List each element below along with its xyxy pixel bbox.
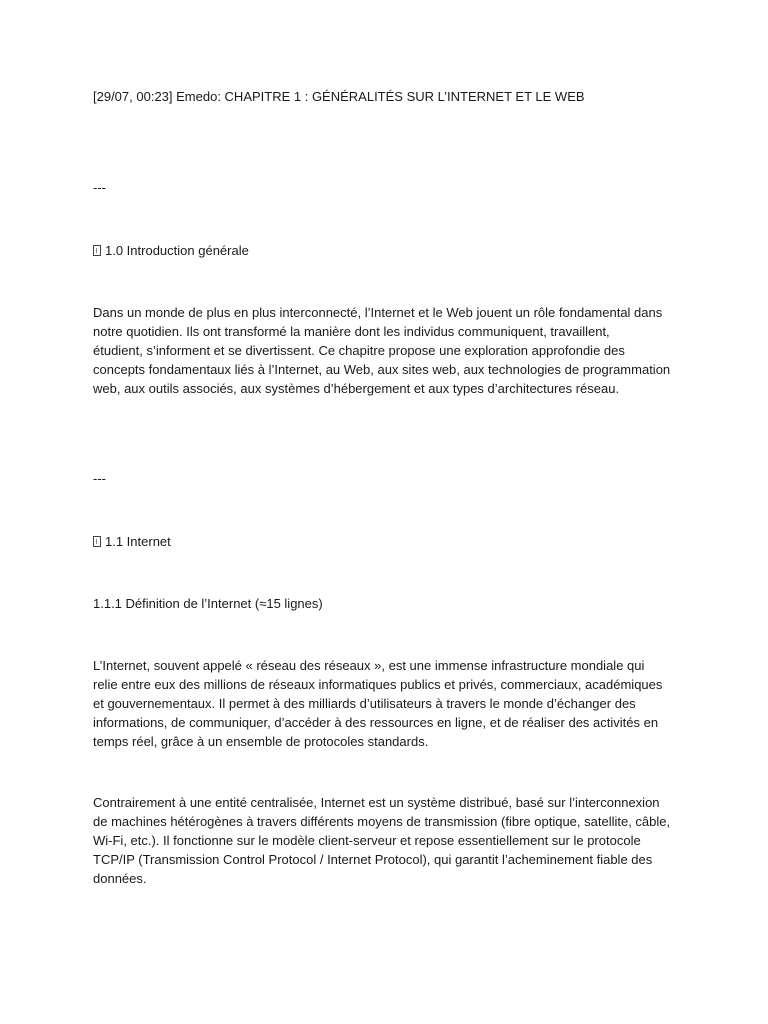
- distributed-paragraph: [93, 793, 693, 888]
- separator-1: ---: [93, 180, 106, 195]
- definition-line-1: L’Internet, souvent appelé « réseau des réseaux », est une immense infrastructure mondiale qui: [93, 658, 645, 673]
- subsection-heading-definition: 1.1.1 Définition de l’Internet (≈15 lignes): [93, 596, 323, 611]
- intro-line-4: concepts fondamentaux liés à l’Internet, au Web, aux sites web, aux technologies de programmation: [93, 362, 671, 377]
- intro-line-2: notre quotidien. Ils ont transformé la manière dont les individus communiquent, travaillent,: [93, 324, 610, 339]
- intro-line-3: étudient, s’informent et se divertissent. Ce chapitre propose une exploration approfondie des: [93, 343, 625, 358]
- definition-line-5: temps réel, grâce à un ensemble de protocoles standards.: [93, 734, 429, 749]
- section-heading-internet: [93, 532, 171, 551]
- intro-line-5: web, aux outils associés, aux systèmes d’hébergement et aux types d’architectures réseau.: [93, 381, 620, 396]
- distributed-line-2: de machines hétérogènes à travers différents moyens de transmission (fibre optique, satellite, câble,: [93, 814, 671, 829]
- separator-2: ---: [93, 471, 106, 486]
- definition-paragraph: [93, 656, 693, 751]
- definition-line-2: relie entre eux des millions de réseaux informatiques publics et privés, commerciaux, académiques: [93, 677, 663, 692]
- distributed-line-4: TCP/IP (Transmission Control Protocol / Internet Protocol), qui garantit l’acheminement fiable des: [93, 852, 653, 867]
- intro-line-1: Dans un monde de plus en plus interconnecté, l’Internet et le Web jouent un rôle fondamental dans: [93, 305, 663, 320]
- section-heading-introduction: [93, 241, 249, 260]
- intro-paragraph: [93, 303, 693, 398]
- distributed-line-1: Contrairement à une entité centralisée, Internet est un système distribué, basé sur l’interconnexion: [93, 795, 660, 810]
- definition-line-4: informations, de communiquer, d’accéder à des ressources en ligne, et de réaliser des activités en: [93, 715, 659, 730]
- definition-line-3: et gouvernementaux. Il permet à des milliards d’utilisateurs à travers le monde d’échanger des: [93, 696, 636, 711]
- distributed-line-3: Wi-Fi, etc.). Il fonctionne sur le modèle client-serveur et repose essentiellement sur le protocole: [93, 833, 641, 848]
- missing-glyph-icon: [93, 245, 101, 256]
- section-heading-introduction-text: 1.0 Introduction générale: [105, 243, 249, 258]
- chat-header-line: [29/07, 00:23] Emedo: CHAPITRE 1 : GÉNÉRALITÉS SUR L’INTERNET ET LE WEB: [93, 89, 585, 104]
- section-heading-internet-text: 1.1 Internet: [105, 534, 171, 549]
- distributed-line-5: données.: [93, 871, 147, 886]
- missing-glyph-icon: [93, 536, 101, 547]
